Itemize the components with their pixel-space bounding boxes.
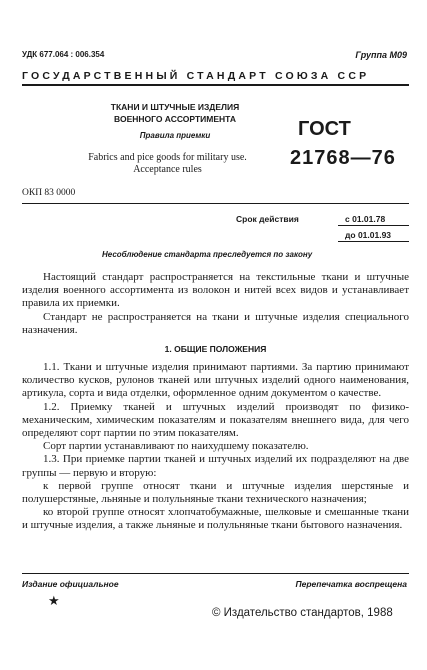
official-edition-label: Издание официальное [22, 579, 119, 589]
clause-1-3-group-1: к первой группе относят ткани и штучные изделия шерстяные и полушерстяные, льняные и полульняные ткани технического назначения; [22, 479, 409, 506]
title-line-2: ВОЕННОГО АССОРТИМЕНТА [114, 114, 236, 124]
okp-rule [22, 203, 409, 204]
clause-1-2-note: Сорт партии устанавливают по наихудшему показателю. [43, 440, 309, 453]
document-subtitle: Правила приемки [139, 131, 211, 140]
okp-code: ОКП 83 0000 [22, 188, 76, 198]
title-line-1: ТКАНИ И ШТУЧНЫЕ ИЗДЕЛИЯ [110, 102, 240, 112]
clause-1-3-group-2: ко второй группе относят хлопчатобумажные, шелковые и смешанные ткани и штучные изделия, а также льняные и полульняные ткани бытового назначения. [22, 506, 409, 532]
footer-rule [22, 573, 409, 574]
clause-1-1: 1.1. Ткани и штучные изделия принимают партиями. За партию принимают количество кусков, рулонов тканей или штучных изделий одного наименования, артикула, сорта и вида отделки, оформленное одним документом о качестве. [22, 361, 409, 400]
group-code: Группа М09 [355, 50, 407, 60]
gost-number: 21768—76 [290, 147, 396, 169]
gost-label: ГОСТ [298, 118, 351, 140]
english-title-line-2: Acceptance rules [133, 164, 202, 175]
document-title [70, 101, 280, 125]
validity-to: до 01.01.93 [345, 230, 392, 240]
legal-warning: Несоблюдение стандарта преследуется по закону [102, 250, 313, 259]
reprint-prohibited-label: Перепечатка воспрещена [295, 579, 407, 589]
clause-1-2: 1.2. Приемку тканей и штучных изделий производят по физико-механическим, химическим показателям и показателям внешнего вида, для чего определяют сорт партии по этим показателям. [22, 400, 409, 440]
header-rule [22, 84, 409, 86]
section-1-heading: 1. ОБЩИЕ ПОЛОЖЕНИЯ [164, 344, 267, 354]
copyright-notice: © Издательство стандартов, 1988 [212, 607, 393, 619]
validity-from-underline [338, 225, 409, 226]
standard-banner: ГОСУДАРСТВЕННЫЙ СТАНДАРТ СОЮЗА ССР [22, 70, 370, 82]
star-icon: ★ [48, 593, 60, 608]
validity-from: с 01.01.78 [345, 214, 386, 224]
intro-section [22, 271, 409, 337]
intro-paragraph-2: Стандарт не распространяется на ткани и штучные изделия специального назначения. [22, 310, 409, 336]
intro-paragraph-1: Настоящий стандарт распространяется на текстильные ткани и штучные изделия военного ассортимента из волокон и нитей всех видов и устанавливает правила их приемки. [22, 271, 409, 310]
clause-1-3: 1.3. При приемке партии тканей и штучных изделий их подразделяют на две группы — первую и вторую: [22, 453, 409, 479]
english-title-line-1: Fabrics and pice goods for military use. [88, 152, 247, 163]
validity-to-underline [338, 241, 409, 242]
section-1-body [22, 361, 409, 533]
validity-label: Срок действия [236, 214, 299, 224]
english-title [40, 152, 295, 176]
udk-code: УДК 677.064 : 006.354 [22, 50, 105, 59]
